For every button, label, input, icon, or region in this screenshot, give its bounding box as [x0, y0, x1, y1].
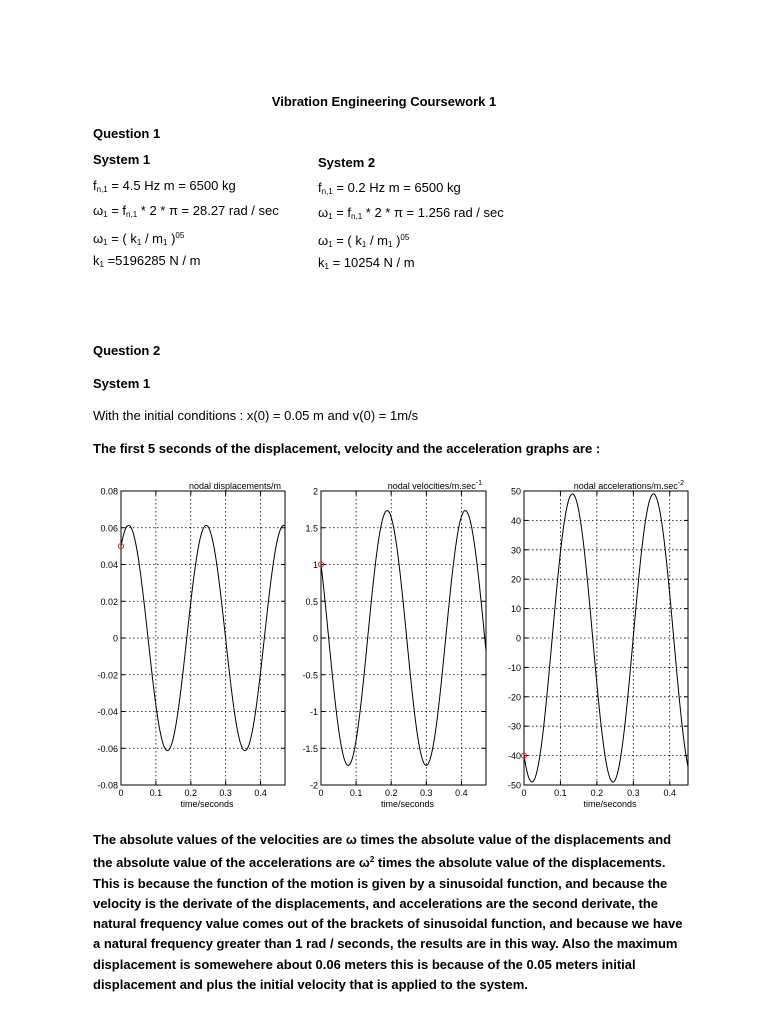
y-tick-label: 50: [510, 486, 521, 497]
system-2-omega-value: = 1.256 rad / sec: [402, 205, 504, 220]
discussion-text-part-1: The absolute values of the velocities are ω times the absolute value of the displacements and the absolute value of the accelerations are ω: [93, 832, 672, 871]
y-tick-label: 2: [312, 486, 318, 497]
chart-title: nodal displacements/m: [188, 481, 281, 491]
y-tick-label: 0.06: [100, 523, 118, 534]
y-tick-label: -40: [507, 751, 521, 762]
y-tick-label: -2: [309, 780, 318, 791]
y-tick-label: -20: [507, 692, 521, 703]
y-tick-label: 0.08: [100, 486, 118, 497]
system-2-stiffness-value: = 10254 N / m: [332, 255, 415, 270]
discussion-paragraph: The absolute values of the velocities are ω times the absolute value of the displacements and the absolute value of the accelerations are $\omega^2$ times the absolute value of the displacements. This is because the function of the motion is given by a sinusoidal function, and because the velocity is the derivate of the displacements, and accelerations are the second derivate, the natural frequency value comes out of the brackets of sinusoidal function, and because we have a natural frequency greater than 1 rad / seconds, the results are in this way. Also the maximum displacement is somewehere about 0.06 meters this is because of the 0.05 meters initial displacement and plus the initial velocity that is applied to the system.: [93, 832, 683, 993]
system-2-heading: System 2: [318, 155, 376, 170]
chart-title-exponent: -2: [677, 480, 684, 487]
y-tick-label: -0.08: [97, 780, 118, 791]
y-tick-label: 1: [312, 560, 318, 570]
chart-title: nodal velocities/$m.\sec^{-1}$: [387, 480, 482, 491]
system-2-stiffness: $k_1 = 10254$ N / m: [318, 255, 415, 271]
system-1-omega-value: = 28.27 rad / sec: [177, 203, 279, 218]
system-2-omega: $\omega_1 = f_{n,1} * 2 * \pi = 1.256$ rad / sec: [318, 205, 504, 221]
y-tick-label: -1: [309, 707, 318, 717]
y-tick-label: -30: [507, 721, 521, 732]
y-tick-label: -0.04: [97, 707, 118, 717]
y-tick-label: 40: [510, 515, 521, 526]
velocity-chart: [293, 478, 493, 813]
y-tick-label: 0: [515, 633, 521, 644]
system-1-frequency: $f_{n,1} = 4.5$ Hz m = 6500 kg: [93, 178, 236, 194]
y-tick-label: -0.06: [97, 743, 118, 754]
acceleration-chart: [495, 478, 693, 813]
x-tick-label: 0.4: [455, 788, 468, 798]
y-tick-label: -1.5: [302, 743, 318, 754]
x-tick-label: 0: [318, 788, 324, 798]
x-tick-label: 0.1: [149, 788, 163, 798]
y-tick-label: 0: [112, 633, 118, 644]
y-tick-label: 30: [510, 545, 521, 556]
system-1-omega-formula: $\omega_1$ = ( $k_1 / m_1$ )$^{05}$: [93, 231, 185, 247]
x-tick-label: 0.1: [554, 788, 567, 798]
system-1-frequency-value: = 4.5 Hz m = 6500 kg: [111, 178, 236, 193]
y-tick-label: 10: [510, 604, 521, 615]
chart-title-exponent: -1: [475, 480, 482, 487]
x-tick-label: 0: [521, 788, 527, 798]
y-tick-label: 0.04: [100, 560, 118, 570]
system-1-stiffness: $k_1 =5196285$ N / m: [93, 253, 201, 269]
x-axis-label: time/seconds: [180, 799, 234, 809]
graphs-intro: The first 5 seconds of the displacement, velocity and the acceleration graphs are :: [93, 441, 601, 456]
system-1-heading: System 1: [93, 152, 151, 167]
system-2-frequency: $f_{n,1} = 0.2$ Hz m = 6500 kg: [318, 180, 461, 196]
discussion-text-part-2: times the absolute value of the displacements. This is because the function of the motion is given by a sinusoidal function, and because the velocity is the derivate of the displacements, and accelerations are the second derivate, the natural frequency value comes out of the brackets of sinusoidal function, and because we have a natural frequency greater than 1 rad / seconds, the results are in this way. Also the maximum displacement is somewehere about 0.06 meters this is because of the 0.05 meters initial displacement and plus the initial velocity that is applied to the system.: [93, 855, 683, 993]
question-1-heading: Question 1: [93, 126, 161, 141]
x-tick-label: 0.1: [349, 788, 363, 798]
y-tick-label: -10: [507, 662, 521, 673]
x-axis-label: time/seconds: [380, 799, 435, 809]
question-2-system-heading: System 1: [93, 376, 151, 391]
x-axis-label: time/seconds: [583, 799, 637, 809]
x-tick-label: 0.2: [590, 788, 604, 798]
x-tick-label: 0.3: [627, 788, 640, 798]
y-tick-label: -0.02: [97, 670, 118, 681]
x-tick-label: 0.2: [384, 788, 398, 798]
initial-conditions: With the initial conditions : x(0) = 0.05 m and v(0) = 1m/s: [93, 408, 419, 423]
y-tick-label: 0.02: [100, 596, 118, 607]
x-tick-label: 0.4: [254, 788, 267, 798]
y-tick-label: 20: [510, 574, 521, 585]
x-tick-label: 0.4: [663, 788, 677, 798]
x-tick-label: 0.2: [184, 788, 198, 798]
x-tick-label: 0.3: [420, 788, 433, 798]
y-tick-label: -0.5: [302, 670, 318, 681]
system-2-frequency-value: = 0.2 Hz m = 6500 kg: [336, 180, 461, 195]
system-1-omega: $\omega_1 = f_{n,1} * 2 * \pi = 28.27$ rad / sec: [93, 203, 279, 219]
y-tick-label: 0: [312, 633, 318, 644]
x-tick-label: 0: [118, 788, 124, 798]
displacement-chart: [88, 478, 292, 813]
system-1-stiffness-value: =5196285 N / m: [107, 253, 201, 268]
chart-title: nodal accelerations/$m.\sec^{-2}$: [573, 480, 684, 491]
x-tick-label: 0.3: [219, 788, 232, 798]
y-tick-label: 1.5: [305, 523, 318, 534]
system-2-omega-formula: $\omega_1$ = ( $k_1 / m_1$ )$^{05}$: [318, 233, 410, 249]
y-tick-label: -50: [507, 780, 521, 791]
y-tick-label: 0.5: [305, 596, 318, 607]
question-2-heading: Question 2: [93, 343, 161, 358]
document-title: Vibration Engineering Coursework 1: [271, 94, 497, 109]
